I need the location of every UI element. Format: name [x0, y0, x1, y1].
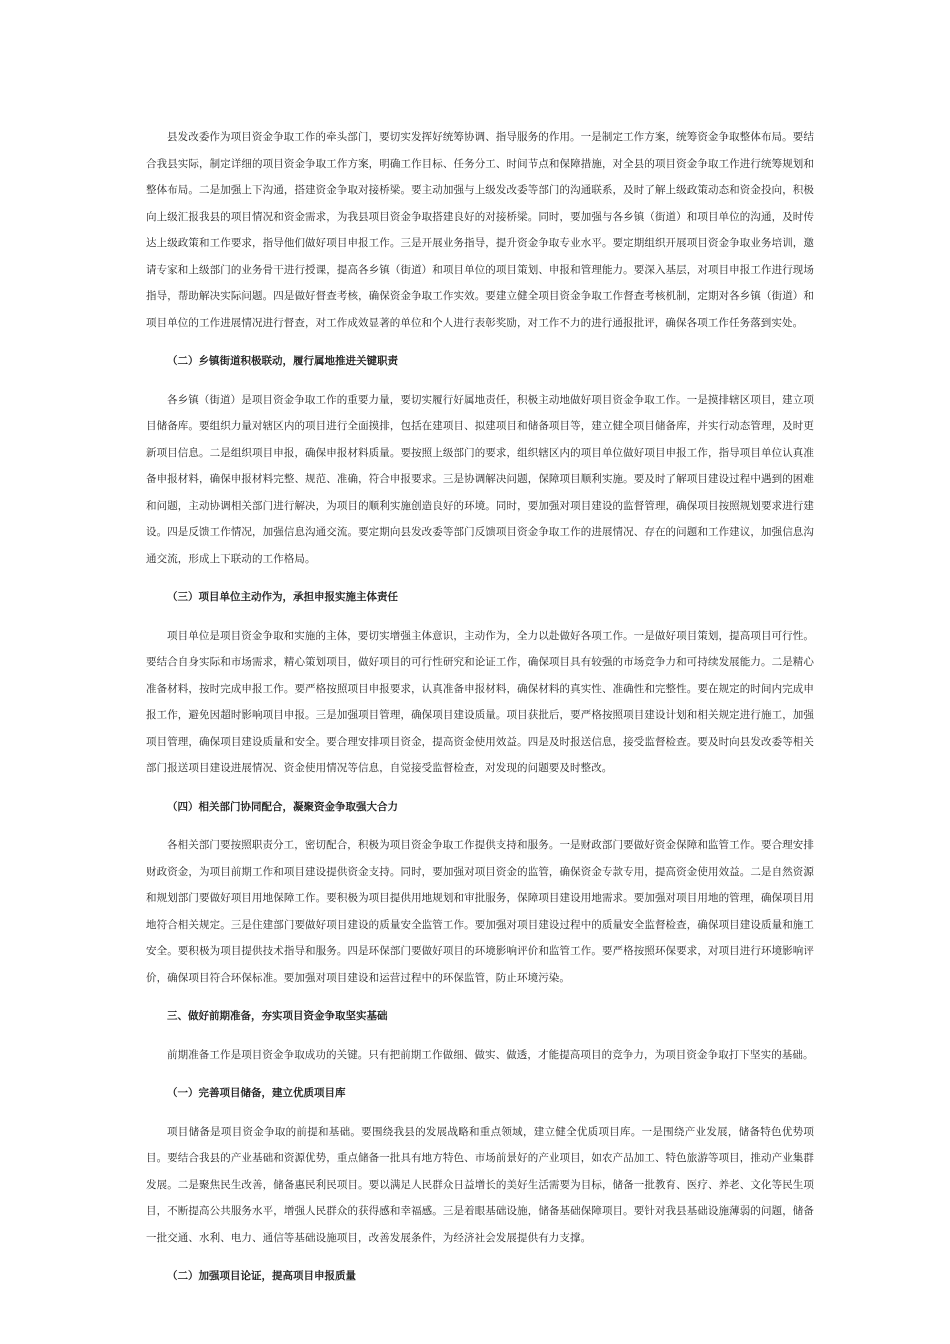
heading-section-three: 三、做好前期准备，夯实项目资金争取坚实基础	[167, 1010, 388, 1022]
heading-project-unit-initiative: （三）项目单位主动作为，承担申报实施主体责任	[167, 591, 398, 603]
paragraph-preparation-intro: 前期准备工作是项目资金争取成功的关键。只有把前期工作做细、做实、做透，才能提高项目的竞争力，为项目资金争取打下坚实的基础。	[167, 1048, 814, 1061]
heading-department-coordination: （四）相关部门协同配合，凝聚资金争取强大合力	[167, 800, 398, 813]
paragraph-project-reserve: 项目储备是项目资金争取的前提和基础。要围绕我县的发展战略和重点领域，建立健全优质项目库。一是围绕产业发展，储备特色优势项目。要结合我县的产业基础和资源优势，重点储备一批具有地方特色、市场前景好的产业项目，如农产品加工、特色旅游等项目，推动产业集群发展。二是聚焦民生改善，储备惠民利民项目。要以满足人民群众日益增长的美好生活需要为目标，储备一批教育、医疗、养老、文化等民生项目，不断提高公共服务水平，增强人民群众的获得感和幸福感。三是着眼基础设施，储备基础保障项目。要针对我县基础设施薄弱的问题，储备一批交通、水利、电力、通信等基础设施项目，改善发展条件，为经济社会发展提供有力支撑。	[146, 1125, 814, 1244]
heading-project-reserve: （一）完善项目储备，建立优质项目库	[167, 1087, 346, 1099]
heading-township-linkage: （二）乡镇街道积极联动，履行属地推进关键职责	[167, 355, 398, 367]
paragraph-department-responsibilities: 各相关部门要按照职责分工，密切配合，积极为项目资金争取工作提供支持和服务。一是财政部门要做好资金保障和监管工作。要合理安排财政资金，为项目前期工作和项目建设提供资金支持。同时，要加强对项目资金的监管，确保资金专款专用，提高资金使用效益。二是自然资源和规划部门要做好项目用地保障工作。要积极为项目提供用地规划和审批服务，保障项目建设用地需求。要加强对项目用地的管理，确保项目用地符合相关规定。三是住建部门要做好项目建设的质量安全监管工作。要加强对项目建设过程中的质量安全监督检查，确保项目建设质量和施工安全。要积极为项目提供技术指导和服务。四是环保部门要做好项目的环境影响评价和监管工作。要严格按照环保要求，对项目进行环境影响评价，确保项目符合环保标准。要加强对项目建设和运营过程中的环保监管，防止环境污染。	[146, 839, 814, 984]
paragraph-township-responsibilities: 各乡镇（街道）是项目资金争取工作的重要力量，要切实履行好属地责任，积极主动地做好项目资金争取工作。一是摸排辖区项目，建立项目储备库。要组织力量对辖区内的项目进行全面摸排，包括在建项目、拟建项目和储备项目等，建立健全项目储备库，并实行动态管理，及时更新项目信息。二是组织项目申报，确保申报材料质量。要按照上级部门的要求，组织辖区内的项目单位做好项目申报工作，指导项目单位认真准备申报材料，确保申报材料完整、规范、准确，符合申报要求。三是协调解决问题，保障项目顺利实施。要及时了解项目建设过程中遇到的困难和问题，主动协调相关部门进行解决，为项目的顺利实施创造良好的环境。同时，要加强对项目建设的监督管理，确保项目按照规划要求进行建设。四是反馈工作情况，加强信息沟通交流。要定期向县发改委等部门反馈项目资金争取工作的进展情况、存在的问题和工作建议，加强信息沟通交流，形成上下联动的工作格局。	[146, 393, 814, 565]
paragraph-county-dev-reform-commission: 县发改委作为项目资金争取工作的牵头部门，要切实发挥好统筹协调、指导服务的作用。一是制定工作方案，统筹资金争取整体布局。要结合我县实际，制定详细的项目资金争取工作方案，明确工作目标、任务分工、时间节点和保障措施，对全县的项目资金争取工作进行统筹规划和整体布局。二是加强上下沟通，搭建资金争取对接桥梁。要主动加强与上级发改委等部门的沟通联系，及时了解上级政策动态和资金投向，积极向上级汇报我县的项目情况和资金需求，为我县项目资金争取搭建良好的对接桥梁。同时，要加强与各乡镇（街道）和项目单位的沟通，及时传达上级政策和工作要求，指导他们做好项目申报工作。三是开展业务指导，提升资金争取专业水平。要定期组织开展项目资金争取业务培训，邀请专家和上级部门的业务骨干进行授课，提高各乡镇（街道）和项目单位的项目策划、申报和管理能力。要深入基层，对项目申报工作进行现场指导，帮助解决实际问题。四是做好督查考核，确保资金争取工作实效。要建立健全项目资金争取工作督查考核机制，定期对各乡镇（街道）和项目单位的工作进展情况进行督查，对工作成效显著的单位和个人进行表彰奖励，对工作不力的进行通报批评，确保各项工作任务落到实处。	[146, 131, 814, 329]
heading-project-demonstration: （二）加强项目论证，提高项目申报质量	[167, 1270, 356, 1282]
paragraph-project-unit-responsibilities: 项目单位是项目资金争取和实施的主体，要切实增强主体意识，主动作为，全力以赴做好各项工作。一是做好项目策划，提高项目可行性。要结合自身实际和市场需求，精心策划项目，做好项目的可行性研究和论证工作，确保项目具有较强的市场竞争力和可持续发展能力。二是精心准备材料，按时完成申报工作。要严格按照项目申报要求，认真准备申报材料，确保材料的真实性、准确性和完整性。要在规定的时间内完成申报工作，避免因超时影响项目申报。三是加强项目管理，确保项目建设质量。项目获批后，要严格按照项目建设计划和相关规定进行施工，加强项目管理，确保项目建设质量和安全。要合理安排项目资金，提高资金使用效益。四是及时报送信息，接受监督检查。要及时向县发改委等相关部门报送项目建设进展情况、资金使用情况等信息，自觉接受监督检查，对发现的问题要及时整改。	[146, 629, 814, 774]
